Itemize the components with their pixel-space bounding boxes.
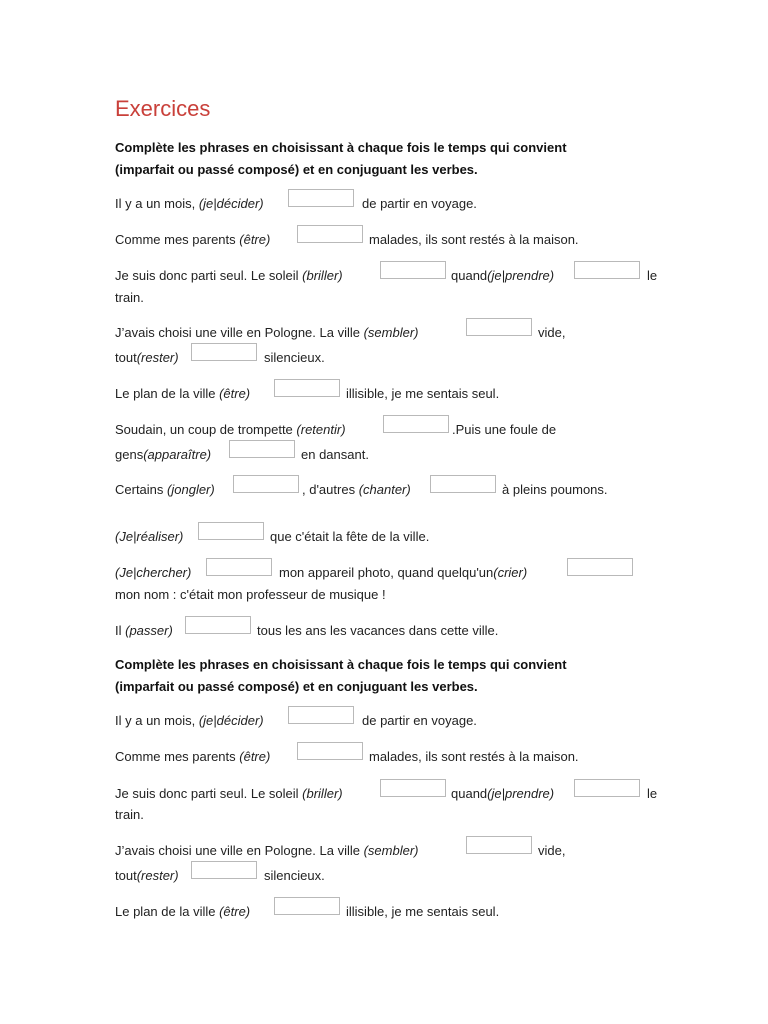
sentence-text: vide, xyxy=(538,843,566,858)
answer-input[interactable] xyxy=(288,706,354,724)
sentence xyxy=(115,865,179,887)
instruction-line: Complète les phrases en choisissant à chaque fois le temps qui convient xyxy=(115,140,567,155)
sentence xyxy=(115,347,179,369)
sentence-text: , d'autres xyxy=(302,482,359,497)
sentence-text: Il y a un mois, xyxy=(115,196,199,211)
sentence-text: silencieux. xyxy=(264,868,325,883)
verb-hint: (Je|réaliser) xyxy=(115,529,184,544)
sentence xyxy=(279,562,527,584)
sentence-text: tous les ans les vacances dans cette ville. xyxy=(257,623,499,638)
sentence xyxy=(115,322,419,344)
sentence-text: train. xyxy=(115,807,144,822)
verb-hint: (crier) xyxy=(493,565,528,580)
sentence xyxy=(115,419,346,441)
sentence-text: illisible, je me sentais seul. xyxy=(346,386,500,401)
sentence xyxy=(115,710,264,732)
sentence xyxy=(115,229,270,251)
sentence-text: train. xyxy=(115,290,144,305)
sentence xyxy=(115,783,343,805)
answer-input[interactable] xyxy=(383,415,449,433)
verb-hint: (je|prendre) xyxy=(487,786,555,801)
sentence-text: illisible, je me sentais seul. xyxy=(346,904,500,919)
sentence xyxy=(115,479,215,501)
sentence-text: Certains xyxy=(115,482,168,497)
verb-hint: (chanter) xyxy=(358,482,411,497)
sentence xyxy=(115,562,191,584)
sentence xyxy=(115,746,270,768)
answer-input[interactable] xyxy=(191,343,257,361)
sentence-text: en dansant. xyxy=(301,447,369,462)
verb-hint: (briller) xyxy=(302,268,343,283)
sentence-text: tout xyxy=(115,868,137,883)
answer-input[interactable] xyxy=(274,897,340,915)
answer-input[interactable] xyxy=(466,318,532,336)
sentence-text: .Puis une foule de xyxy=(452,422,557,437)
verb-hint: (je|prendre) xyxy=(487,268,555,283)
sentence-text: J’avais choisi une ville en Pologne. La ville xyxy=(115,325,364,340)
sentence-text: tout xyxy=(115,350,137,365)
answer-input[interactable] xyxy=(380,261,446,279)
answer-input[interactable] xyxy=(198,522,264,540)
sentence-text: silencieux. xyxy=(264,350,325,365)
answer-input[interactable] xyxy=(574,779,640,797)
sentence-text: Le plan de la ville xyxy=(115,904,220,919)
instruction-line: (imparfait ou passé composé) et en conjuguant les verbes. xyxy=(115,679,478,694)
verb-hint: (jongler) xyxy=(167,482,215,497)
sentence-text: quand xyxy=(451,786,488,801)
answer-input[interactable] xyxy=(206,558,272,576)
answer-input[interactable] xyxy=(466,836,532,854)
sentence-text: mon appareil photo, quand quelqu'un xyxy=(279,565,494,580)
sentence-text: Soudain, un coup de trompette xyxy=(115,422,297,437)
sentence-text: malades, ils sont restés à la maison. xyxy=(369,232,579,247)
instruction xyxy=(115,654,675,698)
sentence-text: que c'était la fête de la ville. xyxy=(270,529,430,544)
sentence-text: vide, xyxy=(538,325,566,340)
verb-hint: (je|décider) xyxy=(198,196,264,211)
sentence-text: malades, ils sont restés à la maison. xyxy=(369,749,579,764)
instruction xyxy=(115,137,675,181)
sentence-text: Comme mes parents xyxy=(115,749,240,764)
instruction-line: (imparfait ou passé composé) et en conjuguant les verbes. xyxy=(115,162,478,177)
verb-hint: (briller) xyxy=(302,786,343,801)
verb-hint: (Je|chercher) xyxy=(115,565,192,580)
sentence xyxy=(451,783,554,805)
verb-hint: (rester) xyxy=(136,868,179,883)
sentence xyxy=(115,620,173,642)
sentence xyxy=(115,526,183,548)
sentence xyxy=(115,901,250,923)
answer-input[interactable] xyxy=(185,616,251,634)
sentence xyxy=(115,265,343,287)
answer-input[interactable] xyxy=(288,189,354,207)
sentence-text: Je suis donc parti seul. Le soleil xyxy=(115,268,303,283)
verb-hint: (être) xyxy=(219,386,251,401)
verb-hint: (passer) xyxy=(125,623,173,638)
sentence xyxy=(115,193,264,215)
verb-hint: (être) xyxy=(239,749,271,764)
sentence-text: de partir en voyage. xyxy=(362,713,477,728)
sentence-text: Le plan de la ville xyxy=(115,386,220,401)
verb-hint: (être) xyxy=(219,904,251,919)
answer-input[interactable] xyxy=(380,779,446,797)
answer-input[interactable] xyxy=(191,861,257,879)
verb-hint: (apparaître) xyxy=(143,447,212,462)
sentence-text: quand xyxy=(451,268,488,283)
sentence-text: Je suis donc parti seul. Le soleil xyxy=(115,786,303,801)
answer-input[interactable] xyxy=(430,475,496,493)
answer-input[interactable] xyxy=(567,558,633,576)
sentence xyxy=(451,265,554,287)
sentence xyxy=(302,479,411,501)
instruction-line: Complète les phrases en choisissant à chaque fois le temps qui convient xyxy=(115,657,567,672)
sentence-text: le xyxy=(647,786,658,801)
sentence-text: mon nom : c'était mon professeur de musique ! xyxy=(115,587,386,602)
sentence-text: J’avais choisi une ville en Pologne. La ville xyxy=(115,843,364,858)
answer-input[interactable] xyxy=(274,379,340,397)
sentence xyxy=(115,383,250,405)
sentence-text: Il xyxy=(115,623,126,638)
answer-input[interactable] xyxy=(229,440,295,458)
sentence-text: Comme mes parents xyxy=(115,232,240,247)
page-title: Exercices xyxy=(115,96,211,121)
verb-hint: (rester) xyxy=(136,350,179,365)
answer-input[interactable] xyxy=(297,225,363,243)
answer-input[interactable] xyxy=(297,742,363,760)
sentence-text: de partir en voyage. xyxy=(362,196,477,211)
sentence-text: le xyxy=(647,268,658,283)
sentence xyxy=(115,444,211,466)
sentence-text: Il y a un mois, xyxy=(115,713,199,728)
answer-input[interactable] xyxy=(574,261,640,279)
sentence-text: gens xyxy=(115,447,144,462)
answer-input[interactable] xyxy=(233,475,299,493)
verb-hint: (sembler) xyxy=(363,325,419,340)
verb-hint: (être) xyxy=(239,232,271,247)
verb-hint: (je|décider) xyxy=(198,713,264,728)
sentence-text: à pleins poumons. xyxy=(502,482,608,497)
verb-hint: (retentir) xyxy=(296,422,346,437)
verb-hint: (sembler) xyxy=(363,843,419,858)
sentence xyxy=(115,840,419,862)
